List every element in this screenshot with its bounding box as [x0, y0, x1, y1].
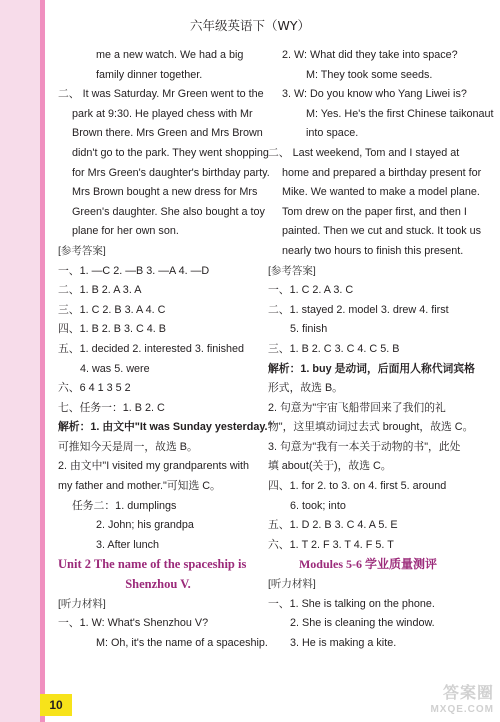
- left-column-line: 任务二：1. dumplings: [72, 499, 177, 512]
- left-column: [58, 46, 273, 653]
- left-column-line: 七、任务一：1. B 2. C: [58, 401, 165, 414]
- right-column-line: nearly two hours to finish this present.: [282, 244, 464, 257]
- right-column-line: 5. finish: [290, 323, 328, 336]
- right-column-line: 三、1. B 2. C 3. C 4. C 5. B: [268, 342, 400, 355]
- left-column-line: M: Oh, it's the name of a spaceship.: [96, 636, 268, 649]
- page-header: [0, 16, 500, 34]
- right-column-line: M: Yes. He's the first Chinese taikonaut: [306, 107, 494, 120]
- left-column-line: for Mrs Green's daughter's birthday party.: [72, 166, 270, 179]
- left-column-line: my father and mother."可知选 C。: [58, 480, 221, 493]
- left-column-line: plane for her own son.: [72, 225, 179, 238]
- left-column-line: Shenzhou V.: [125, 577, 191, 592]
- left-column-line: 可推知今天是周一，故选 B。: [58, 440, 198, 453]
- right-column-line: 2. She is cleaning the window.: [290, 617, 435, 630]
- right-column-line: 2. 句意为"宇宙飞船带回来了我们的礼: [268, 401, 446, 414]
- right-column-line: 二、 Last weekend, Tom and I stayed at: [268, 146, 460, 159]
- left-column-line: family dinner together.: [96, 68, 203, 81]
- right-column-line: 物"，这里填动词过去式 brought，故选 C。: [268, 421, 474, 434]
- right-column-line: 解析：1. buy 是动词，后面用人称代词宾格: [268, 362, 475, 375]
- left-column-line: 解析：1. 由文中"It was Sunday yesterday.": [58, 421, 273, 434]
- right-column-line: 六、1. T 2. F 3. T 4. F 5. T: [268, 538, 394, 551]
- left-margin-stripe: [40, 0, 45, 722]
- right-column-line: 6. took; into: [290, 499, 346, 512]
- right-column-line: Modules 5-6 学业质量测评: [298, 557, 437, 572]
- watermark-line1: 答案圈: [442, 685, 494, 702]
- left-column-line: Unit 2 The name of the spaceship is: [58, 557, 247, 572]
- left-column-line: me a new watch. We had a big: [96, 49, 244, 61]
- left-column-line: Mrs Brown bought a new dress for Mrs: [72, 186, 258, 199]
- right-column-line: 四、1. for 2. to 3. on 4. first 5. around: [268, 480, 447, 493]
- left-column-line: park at 9:30. He played chess with Mr: [72, 107, 253, 120]
- left-column-line: 4. was 5. were: [80, 362, 150, 375]
- right-column-line: [听力材料]: [268, 578, 316, 591]
- right-column-line: 一、1. C 2. A 3. C: [268, 284, 354, 297]
- right-column-line: 3. He is making a kite.: [290, 636, 397, 649]
- header-title: 六年级英语下（WY）: [190, 18, 310, 33]
- right-column-line: 2. W: What did they take into space?: [282, 49, 458, 61]
- left-column-line: Green's daughter. She also bought a toy: [72, 205, 265, 218]
- left-column-line: 2. John; his grandpa: [96, 519, 194, 532]
- right-column-line: M: They took some seeds.: [306, 68, 433, 81]
- left-column-line: [参考答案]: [58, 244, 106, 257]
- left-column-line: 二、 It was Saturday. Mr Green went to the: [58, 88, 264, 101]
- watermark-logo: [430, 686, 494, 718]
- right-column-line: 一、1. She is talking on the phone.: [268, 597, 435, 610]
- left-column-line: 3. After lunch: [96, 538, 160, 551]
- right-column-line: 形式，故选 B。: [268, 382, 343, 395]
- right-column-line: painted. Then we cut and stuck. It took us: [282, 225, 482, 238]
- left-column-line: [听力材料]: [58, 597, 106, 610]
- page-number: 10: [40, 694, 72, 716]
- left-column-line: 2. 由文中"I visited my grandparents with: [58, 460, 250, 473]
- left-column-line: 一、1. —C 2. —B 3. —A 4. —D: [58, 264, 210, 277]
- left-column-line: 四、1. B 2. B 3. C 4. B: [58, 323, 167, 336]
- watermark-line2: MXQE.COM: [430, 704, 494, 715]
- left-column-line: 一、1. W: What's Shenzhou V?: [58, 617, 209, 630]
- right-column-line: into space.: [306, 127, 359, 140]
- left-column-line: didn't go to the park. They went shopping: [72, 146, 269, 159]
- right-column-line: 3. W: Do you know who Yang Liwei is?: [282, 88, 467, 101]
- right-column-line: 五、1. D 2. B 3. C 4. A 5. E: [268, 519, 398, 532]
- left-column-line: 二、1. B 2. A 3. A: [58, 284, 142, 297]
- right-column-line: Mike. We wanted to make a model plane.: [282, 186, 480, 199]
- right-column-line: 3. 句意为"我有一本关于动物的书"，此处: [268, 440, 461, 453]
- left-margin-band: [0, 0, 40, 722]
- left-column-line: 五、1. decided 2. interested 3. finished: [58, 342, 245, 355]
- right-column-line: 二、1. stayed 2. model 3. drew 4. first: [268, 303, 449, 316]
- right-column-line: [参考答案]: [268, 264, 316, 277]
- right-column-line: Tom drew on the paper first, and then I: [282, 205, 467, 218]
- right-column: [268, 46, 494, 653]
- left-column-line: Brown there. Mrs Green and Mrs Brown: [72, 127, 263, 140]
- right-column-line: 填 about(关于)，故选 C。: [268, 460, 392, 473]
- left-column-line: 三、1. C 2. B 3. A 4. C: [58, 303, 166, 316]
- right-column-line: home and prepared a birthday present for: [282, 166, 482, 179]
- left-column-line: 六、6 4 1 3 5 2: [58, 382, 131, 395]
